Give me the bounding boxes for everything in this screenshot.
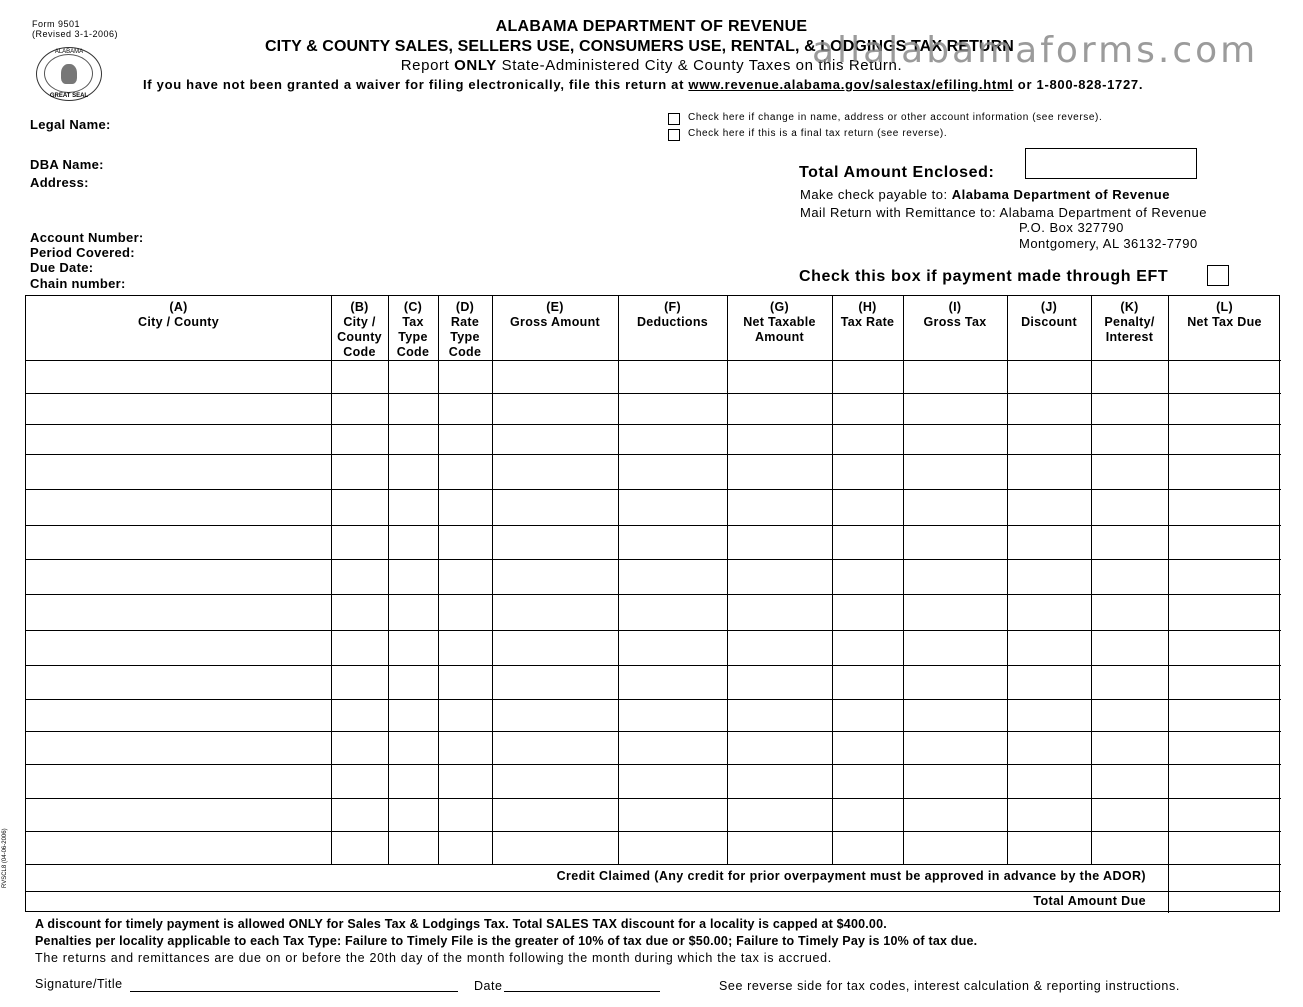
- credit-claimed-input[interactable]: [1169, 865, 1280, 890]
- column-letter: (B): [350, 300, 369, 314]
- column-header: [618, 300, 727, 330]
- table-row[interactable]: [26, 361, 1281, 393]
- change-info-label: Check here if change in name, address or other account information (see reverse).: [688, 112, 1103, 123]
- column-label: Discount: [1021, 315, 1077, 329]
- mail-line: [800, 205, 1207, 220]
- column-label: City / County: [138, 315, 219, 329]
- waiver-suffix: or 1-800-828-1727.: [1013, 77, 1144, 92]
- mail-address-1: Alabama Department of Revenue: [999, 205, 1207, 220]
- column-label: Tax Rate: [840, 315, 895, 329]
- column-header: [26, 300, 331, 330]
- column-letter: (C): [403, 300, 423, 314]
- column-header: [1168, 300, 1281, 330]
- efiling-note: [143, 77, 1143, 92]
- mail-address-2: P.O. Box 327790: [1019, 220, 1124, 235]
- table-row[interactable]: [26, 560, 1281, 594]
- legal-name-label: Legal Name:: [30, 117, 111, 132]
- signature-label: Signature/Title: [35, 977, 123, 991]
- due-note: The returns and remittances are due on or before the 20th day of the month following the month during which the tax is accrued.: [35, 951, 832, 965]
- total-amount-due-label: Total Amount Due: [1033, 894, 1146, 908]
- column-letter: (E): [546, 300, 564, 314]
- date-label: Date: [474, 979, 503, 993]
- account-number-label: Account Number:: [30, 230, 144, 245]
- column-letter: (J): [1040, 300, 1058, 314]
- table-row[interactable]: [26, 394, 1281, 424]
- eft-label: Check this box if payment made through EFT: [799, 268, 1169, 285]
- column-letter: (G): [770, 300, 789, 314]
- seal-bottom-text: GREAT SEAL: [49, 93, 89, 99]
- due-date-label: Due Date:: [30, 260, 94, 275]
- column-header: [388, 300, 438, 360]
- column-letter: (F): [664, 300, 681, 314]
- column-letter: (A): [169, 300, 188, 314]
- table-row[interactable]: [26, 455, 1281, 489]
- page-title: ALABAMA DEPARTMENT OF REVENUE: [495, 18, 808, 35]
- total-amount-due-input[interactable]: [1169, 892, 1280, 910]
- change-info-checkbox[interactable]: [668, 113, 680, 125]
- waiver-prefix: If you have not been granted a waiver for filing electronically, file this return at: [143, 77, 689, 92]
- column-header: [832, 300, 903, 330]
- column-header: [1091, 300, 1168, 345]
- discount-note: A discount for timely payment is allowed ONLY for Sales Tax & Lodgings Tax. Total SALES TAX discount for a locality is capped at $400.00.: [35, 917, 887, 931]
- report-only-emphasis: ONLY: [454, 57, 497, 74]
- dba-name-label: DBA Name:: [30, 157, 104, 172]
- side-form-code: RVSCL8 (04-06-2006): [2, 828, 8, 888]
- row-divider: [26, 864, 1281, 865]
- alabama-seal-icon: [36, 47, 102, 101]
- efiling-link[interactable]: www.revenue.alabama.gov/salestax/efiling.html: [688, 77, 1014, 92]
- column-letter: (I): [948, 300, 962, 314]
- period-covered-label: Period Covered:: [30, 245, 135, 260]
- address-label: Address:: [30, 175, 89, 190]
- form-revised-text: (Revised 3-1-2006): [32, 29, 119, 39]
- total-enclosed-label: Total Amount Enclosed:: [799, 164, 995, 181]
- column-label: City / County Code: [337, 315, 382, 359]
- total-enclosed-input[interactable]: [1025, 148, 1197, 179]
- payable-prefix: Make check payable to:: [800, 187, 952, 202]
- payable-line: [800, 187, 1170, 202]
- column-letter: (K): [1120, 300, 1139, 314]
- table-row[interactable]: [26, 425, 1281, 454]
- column-label: Rate Type Code: [448, 315, 482, 359]
- column-label: Net Tax Due: [1187, 315, 1262, 329]
- column-header: [727, 300, 832, 345]
- table-row[interactable]: [26, 765, 1281, 798]
- column-label: Gross Tax: [923, 315, 987, 329]
- reverse-note: See reverse side for tax codes, interest calculation & reporting instructions.: [719, 979, 1180, 993]
- table-row[interactable]: [26, 595, 1281, 630]
- form-number-text: Form 9501: [32, 19, 81, 29]
- column-label: Deductions: [636, 315, 709, 329]
- eft-checkbox[interactable]: [1207, 265, 1229, 286]
- table-row[interactable]: [26, 732, 1281, 764]
- column-label: Penalty/ Interest: [1104, 315, 1155, 344]
- column-letter: (D): [455, 300, 475, 314]
- tax-table: [25, 295, 1280, 912]
- column-header: [903, 300, 1007, 330]
- table-row[interactable]: [26, 832, 1281, 864]
- table-row[interactable]: [26, 799, 1281, 831]
- column-label: Tax Type Code: [396, 315, 430, 359]
- final-return-checkbox[interactable]: [668, 129, 680, 141]
- penalty-note: Penalties per locality applicable to each Tax Type: Failure to Timely File is the greater of 10% of tax due or $50.00; Failure to Timely Pay is 10% of tax due.: [35, 934, 978, 948]
- table-row[interactable]: [26, 490, 1281, 525]
- signature-line[interactable]: [130, 991, 458, 992]
- table-row[interactable]: [26, 666, 1281, 699]
- payable-to: Alabama Department of Revenue: [951, 187, 1170, 202]
- chain-number-label: Chain number:: [30, 276, 126, 291]
- final-return-label: Check here if this is a final tax return (see reverse).: [688, 128, 948, 139]
- report-prefix: Report: [400, 57, 455, 74]
- date-line[interactable]: [504, 991, 660, 992]
- column-label: Net Taxable Amount: [743, 315, 816, 344]
- seal-top-text: ALABAMA: [54, 49, 84, 55]
- column-label: Gross Amount: [510, 315, 600, 329]
- column-letter: (L): [1216, 300, 1233, 314]
- watermark: allalabamaforms.com: [812, 30, 1259, 71]
- row-divider: [26, 891, 1281, 892]
- table-row[interactable]: [26, 631, 1281, 665]
- table-row[interactable]: [26, 526, 1281, 559]
- column-header: [438, 300, 492, 360]
- page-subtitle: CITY & COUNTY SALES, SELLERS USE, CONSUMERS USE, RENTAL, & LODGINGS TAX RETURN: [265, 38, 1014, 55]
- column-header: [492, 300, 618, 330]
- column-letter: (H): [858, 300, 877, 314]
- column-header: [331, 300, 388, 360]
- mail-prefix: Mail Return with Remittance to:: [800, 205, 1000, 220]
- credit-claimed-label: Credit Claimed (Any credit for prior overpayment must be approved in advance by the ADOR): [556, 869, 1146, 883]
- column-header: [1007, 300, 1091, 330]
- report-suffix: State-Administered City & County Taxes on this Return.: [496, 57, 903, 74]
- mail-address-3: Montgomery, AL 36132-7790: [1019, 236, 1198, 251]
- table-row[interactable]: [26, 700, 1281, 731]
